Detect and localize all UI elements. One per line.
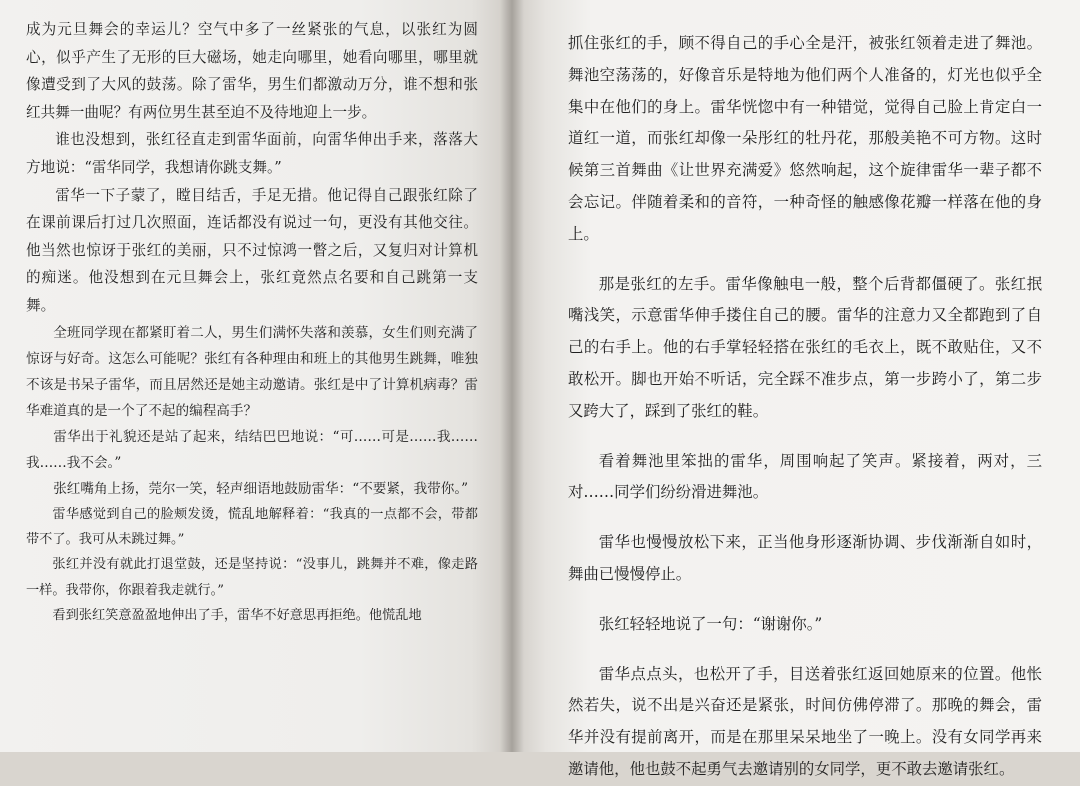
left-page (0, 0, 512, 752)
paragraph: 成为元旦舞会的幸运儿？空气中多了一丝紧张的气息，以张红为圆心，似乎产生了无形的巨大磁场，她走向哪里，她看向哪里，哪里就像遭受到了大风的鼓荡。除了雷华，男生们都激动万分，谁不想和张红共舞一曲呢？有两位男生甚至迫不及待地迎上一步。 (26, 21, 478, 121)
paragraph: 张红并没有就此打退堂鼓，还是坚持说：“没事儿，跳舞并不难，像走路一样。我带你，你跟着我走就行。” (26, 557, 478, 598)
right-page (512, 0, 1080, 778)
paragraph: 谁也没想到，张红径直走到雷华面前，向雷华伸出手来，落落大方地说：“雷华同学，我想请你跳支舞。” (26, 131, 478, 176)
paragraph: 雷华出于礼貌还是站了起来，结结巴巴地说：“可……可是……我……我……我不会。” (26, 428, 478, 471)
paragraph: 那是张红的左手。雷华像触电一般，整个后背都僵硬了。张红抿嘴浅笑，示意雷华伸手搂住自己的腰。雷华的注意力又全都跑到了自己的右手上。他的右手掌轻轻搭在张红的毛衣上，既不敢贴住，又不敢松开。脚也开始不听话，完全踩不准步点，第一步跨小了，第二步又跨大了，踩到了张红的鞋。 (568, 274, 1042, 420)
paragraph: 雷华感觉到自己的脸颊发烫，慌乱地解释着：“我真的一点都不会，带都带不了。我可从未跳过舞。” (26, 506, 478, 547)
paragraph: 全班同学现在都紧盯着二人，男生们满怀失落和羡慕，女生们则充满了惊讶与好奇。这怎么可能呢？张红有各种理由和班上的其他男生跳舞，唯独不该是书呆子雷华，而且居然还是她主动邀请。张红是中了计算机病毒？雷华难道真的是一个了不起的编程高手？ (26, 324, 478, 419)
paragraph: 雷华点点头，也松开了手，目送着张红返回她原来的位置。他怅然若失，说不出是兴奋还是紧张，时间仿佛停滞了。那晚的舞会，雷华并没有提前离开，而是在那里呆呆地坐了一晚上。没有女同学再来邀请他，他也鼓不起勇气去邀请别的女同学，更不敢去邀请张红。 (568, 664, 1042, 778)
paragraph: 雷华也慢慢放松下来，正当他身形逐渐协调、步伐渐渐自如时，舞曲已慢慢停止。 (568, 533, 1042, 583)
paragraph: 张红轻轻地说了一句：“谢谢你。” (598, 614, 823, 633)
paragraph: 雷华一下子蒙了，瞠目结舌，手足无措。他记得自己跟张红除了在课前课后打过几次照面，连话都没有说过一句，更没有其他交往。他当然也惊讶于张红的美丽，只不过惊鸿一瞥之后，又复归对计算机的痴迷。他没想到在元旦舞会上，张红竟然点名要和自己跳第一支舞。 (26, 186, 478, 314)
paragraph: 张红嘴角上扬，莞尔一笑，轻声细语地鼓励雷华：“不要紧，我带你。” (53, 480, 469, 497)
paragraph: 看到张红笑意盈盈地伸出了手，雷华不好意思再拒绝。他慌乱地 (52, 608, 422, 624)
paragraph: 抓住张红的手，顾不得自己的手心全是汗，被张红领着走进了舞池。舞池空荡荡的，好像音乐是特地为他们两个人准备的，灯光也似乎全集中在他们的身上。雷华恍惚中有一种错觉，觉得自己脸上肯定白一道红一道，而张红却像一朵彤红的牡丹花，那般美艳不可方物。这时候第三首舞曲《让世界充满爱》悠然响起，这个旋律雷华一辈子都不会忘记。伴随着柔和的音符，一种奇怪的触感像花瓣一样落在他的身上。 (568, 34, 1042, 243)
paragraph: 看着舞池里笨拙的雷华，周围响起了笑声。紧接着，两对，三对……同学们纷纷滑进舞池。 (568, 451, 1042, 502)
